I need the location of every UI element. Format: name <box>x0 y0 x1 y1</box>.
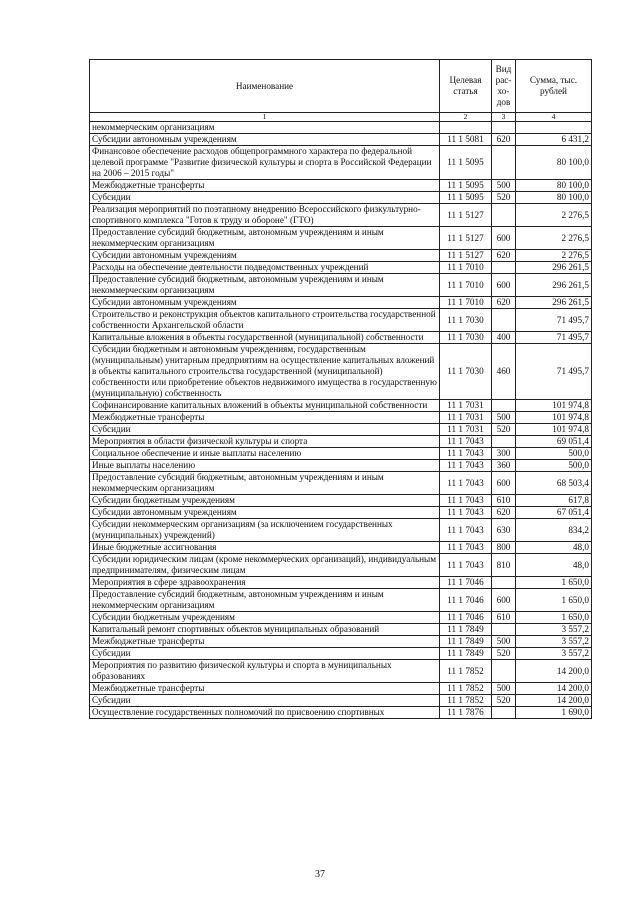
cell-name: Предоставление субсидий бюджетным, автономным учреждениям и иным некоммерческим организациям <box>90 472 440 495</box>
cell-target-article: 11 1 7852 <box>440 683 492 695</box>
cell-name: Социальное обеспечение и иные выплаты населению <box>90 448 440 460</box>
cell-expense-type <box>492 707 516 719</box>
cell-target-article: 11 1 7043 <box>440 507 492 519</box>
cell-amount: 296 261,5 <box>516 274 592 297</box>
cell-target-article: 11 1 7043 <box>440 554 492 577</box>
cell-amount: 101 974,8 <box>516 400 592 412</box>
cell-target-article: 11 1 7043 <box>440 436 492 448</box>
cell-name: Межбюджетные трансферты <box>90 412 440 424</box>
cell-target-article: 11 1 7043 <box>440 519 492 542</box>
table-row <box>90 400 592 412</box>
table-row <box>90 519 592 542</box>
table-row <box>90 448 592 460</box>
cell-amount: 71 495,7 <box>516 309 592 332</box>
table-header-row <box>90 60 592 113</box>
table-row <box>90 542 592 554</box>
table-row <box>90 309 592 332</box>
cell-name: Субсидии <box>90 192 440 204</box>
table-row <box>90 180 592 192</box>
cell-amount: 834,2 <box>516 519 592 542</box>
cell-name: Мероприятия по развитию физической культуры и спорта в муниципальных образованиях <box>90 660 440 683</box>
cell-expense-type: 610 <box>492 612 516 624</box>
cell-target-article: 11 1 5127 <box>440 250 492 262</box>
cell-name: Межбюджетные трансферты <box>90 636 440 648</box>
table-row <box>90 460 592 472</box>
cell-target-article: 11 1 5127 <box>440 204 492 227</box>
table-row <box>90 146 592 180</box>
cell-expense-type: 500 <box>492 683 516 695</box>
cell-target-article: 11 1 7849 <box>440 636 492 648</box>
table-row <box>90 250 592 262</box>
cell-name: Субсидии автономным учреждениям <box>90 297 440 309</box>
cell-expense-type: 600 <box>492 274 516 297</box>
cell-name: Предоставление субсидий бюджетным, автономным учреждениям и иным некоммерческим организациям <box>90 274 440 297</box>
table-row <box>90 660 592 683</box>
cell-target-article: 11 1 7043 <box>440 448 492 460</box>
table-row <box>90 624 592 636</box>
cell-amount: 71 495,7 <box>516 332 592 344</box>
cell-target-article: 11 1 7852 <box>440 695 492 707</box>
column-number: 2 <box>440 113 492 122</box>
cell-target-article: 11 1 7043 <box>440 460 492 472</box>
cell-expense-type: 520 <box>492 424 516 436</box>
cell-name: Субсидии бюджетным учреждениям <box>90 495 440 507</box>
cell-amount: 69 051,4 <box>516 436 592 448</box>
cell-name: Субсидии юридическим лицам (кроме некоммерческих организаций), индивидуальным предпринимателям, физическим лицам <box>90 554 440 577</box>
cell-expense-type <box>492 309 516 332</box>
cell-amount: 80 100,0 <box>516 180 592 192</box>
column-number: 1 <box>90 113 440 122</box>
cell-name: Капитальные вложения в объекты государственной (муниципальной) собственности <box>90 332 440 344</box>
cell-target-article: 11 1 7010 <box>440 297 492 309</box>
table-row <box>90 577 592 589</box>
cell-expense-type <box>492 436 516 448</box>
table-row <box>90 344 592 400</box>
cell-amount: 6 431,2 <box>516 134 592 146</box>
cell-name: Предоставление субсидий бюджетным, автономным учреждениям и иным некоммерческим организациям <box>90 227 440 250</box>
cell-expense-type <box>492 624 516 636</box>
cell-name: Субсидии <box>90 424 440 436</box>
cell-amount: 14 200,0 <box>516 695 592 707</box>
cell-name: Субсидии автономным учреждениям <box>90 507 440 519</box>
cell-name: Строительство и реконструкция объектов капитального строительства государственной собственности Архангельской области <box>90 309 440 332</box>
header-sum: Сумма, тыс. рублей <box>516 60 592 113</box>
table-row <box>90 472 592 495</box>
cell-expense-type: 520 <box>492 192 516 204</box>
cell-name: Субсидии <box>90 648 440 660</box>
cell-amount: 3 557,2 <box>516 636 592 648</box>
cell-target-article: 11 1 5095 <box>440 180 492 192</box>
cell-target-article: 11 1 7046 <box>440 577 492 589</box>
cell-amount: 68 503,4 <box>516 472 592 495</box>
header-vid: Вид рас- хо- дов <box>492 60 516 113</box>
cell-name: Расходы на обеспечение деятельности подведомственных учреждений <box>90 262 440 274</box>
table-row <box>90 227 592 250</box>
cell-target-article: 11 1 7030 <box>440 332 492 344</box>
cell-target-article: 11 1 5095 <box>440 192 492 204</box>
cell-amount: 48,0 <box>516 554 592 577</box>
header-code: Целевая статья <box>440 60 492 113</box>
cell-amount: 296 261,5 <box>516 262 592 274</box>
cell-name: Осуществление государственных полномочий по присвоению спортивных <box>90 707 440 719</box>
cell-target-article: 11 1 7876 <box>440 707 492 719</box>
cell-expense-type: 620 <box>492 250 516 262</box>
cell-target-article: 11 1 7043 <box>440 542 492 554</box>
cell-target-article: 11 1 5127 <box>440 227 492 250</box>
cell-expense-type: 630 <box>492 519 516 542</box>
table-row <box>90 648 592 660</box>
table-row <box>90 192 592 204</box>
cell-amount: 3 557,2 <box>516 648 592 660</box>
table-row <box>90 262 592 274</box>
cell-amount: 500,0 <box>516 460 592 472</box>
cell-expense-type: 400 <box>492 332 516 344</box>
cell-expense-type: 810 <box>492 554 516 577</box>
cell-target-article: 11 1 7031 <box>440 412 492 424</box>
cell-expense-type <box>492 122 516 134</box>
cell-amount: 101 974,8 <box>516 424 592 436</box>
table-row <box>90 683 592 695</box>
cell-amount: 80 100,0 <box>516 146 592 180</box>
table-row <box>90 134 592 146</box>
cell-expense-type <box>492 577 516 589</box>
cell-name: Реализация мероприятий по поэтапному внедрению Всероссийского физкультурно-спортивного комплекса "Готов к труду и обороне" (ГТО) <box>90 204 440 227</box>
cell-expense-type: 520 <box>492 695 516 707</box>
cell-amount: 1 650,0 <box>516 589 592 612</box>
cell-name: Субсидии автономным учреждениям <box>90 134 440 146</box>
cell-expense-type: 800 <box>492 542 516 554</box>
header-name: Наименование <box>90 60 440 113</box>
cell-expense-type: 620 <box>492 507 516 519</box>
cell-target-article: 11 1 7849 <box>440 624 492 636</box>
cell-expense-type <box>492 146 516 180</box>
column-number: 3 <box>492 113 516 122</box>
cell-expense-type: 500 <box>492 412 516 424</box>
table-row <box>90 589 592 612</box>
table-row <box>90 412 592 424</box>
cell-target-article: 11 1 5081 <box>440 134 492 146</box>
cell-name: Субсидии бюджетным учреждениям <box>90 612 440 624</box>
cell-target-article: 11 1 7030 <box>440 309 492 332</box>
cell-name: Иные бюджетные ассигнования <box>90 542 440 554</box>
cell-target-article: 11 1 7043 <box>440 495 492 507</box>
table-row <box>90 436 592 448</box>
cell-name: некоммерческим организациям <box>90 122 440 134</box>
cell-amount: 3 557,2 <box>516 624 592 636</box>
cell-amount: 2 276,5 <box>516 227 592 250</box>
cell-expense-type: 600 <box>492 589 516 612</box>
cell-name: Субсидии автономным учреждениям <box>90 250 440 262</box>
cell-target-article: 11 1 7046 <box>440 612 492 624</box>
cell-target-article: 11 1 7043 <box>440 472 492 495</box>
cell-expense-type: 460 <box>492 344 516 400</box>
cell-expense-type: 300 <box>492 448 516 460</box>
cell-name: Мероприятия в сфере здравоохранения <box>90 577 440 589</box>
cell-target-article: 11 1 7852 <box>440 660 492 683</box>
cell-amount: 1 650,0 <box>516 612 592 624</box>
cell-expense-type: 620 <box>492 297 516 309</box>
cell-amount: 14 200,0 <box>516 683 592 695</box>
cell-amount: 500,0 <box>516 448 592 460</box>
cell-target-article: 11 1 7030 <box>440 344 492 400</box>
cell-name: Капитальный ремонт спортивных объектов муниципальных образований <box>90 624 440 636</box>
cell-expense-type: 600 <box>492 472 516 495</box>
table-row <box>90 636 592 648</box>
cell-amount: 101 974,8 <box>516 412 592 424</box>
cell-target-article: 11 1 7010 <box>440 274 492 297</box>
cell-target-article: 11 1 7046 <box>440 589 492 612</box>
cell-expense-type: 610 <box>492 495 516 507</box>
cell-amount: 14 200,0 <box>516 660 592 683</box>
cell-target-article: 11 1 7031 <box>440 400 492 412</box>
table-row <box>90 424 592 436</box>
cell-amount <box>516 122 592 134</box>
cell-target-article <box>440 122 492 134</box>
table-row <box>90 695 592 707</box>
cell-expense-type: 500 <box>492 636 516 648</box>
cell-expense-type: 520 <box>492 648 516 660</box>
cell-name: Субсидии <box>90 695 440 707</box>
cell-amount: 2 276,5 <box>516 204 592 227</box>
cell-target-article: 11 1 5095 <box>440 146 492 180</box>
cell-name: Субсидии некоммерческим организациям (за исключением государственных (муниципальных) учреждений) <box>90 519 440 542</box>
cell-name: Мероприятия в области физической культуры и спорта <box>90 436 440 448</box>
cell-target-article: 11 1 7849 <box>440 648 492 660</box>
cell-amount: 296 261,5 <box>516 297 592 309</box>
cell-amount: 2 276,5 <box>516 250 592 262</box>
cell-name: Межбюджетные трансферты <box>90 180 440 192</box>
table-row <box>90 297 592 309</box>
cell-amount: 48,0 <box>516 542 592 554</box>
table-row <box>90 612 592 624</box>
table-row <box>90 332 592 344</box>
cell-amount: 1 690,0 <box>516 707 592 719</box>
cell-expense-type: 500 <box>492 180 516 192</box>
cell-name: Софинансирование капитальных вложений в объекты муниципальной собственности <box>90 400 440 412</box>
table-row <box>90 707 592 719</box>
page-number: 37 <box>315 869 325 880</box>
budget-table <box>89 59 592 719</box>
table-row <box>90 507 592 519</box>
cell-name: Межбюджетные трансферты <box>90 683 440 695</box>
cell-amount: 617,8 <box>516 495 592 507</box>
cell-expense-type: 360 <box>492 460 516 472</box>
cell-amount: 80 100,0 <box>516 192 592 204</box>
table-row <box>90 204 592 227</box>
cell-expense-type <box>492 660 516 683</box>
cell-expense-type: 600 <box>492 227 516 250</box>
table-row <box>90 274 592 297</box>
cell-amount: 67 051,4 <box>516 507 592 519</box>
cell-amount: 1 650,0 <box>516 577 592 589</box>
cell-name: Иные выплаты населению <box>90 460 440 472</box>
cell-expense-type <box>492 262 516 274</box>
column-number: 4 <box>516 113 592 122</box>
table-body <box>90 122 592 719</box>
cell-name: Финансовое обеспечение расходов общепрограммного характера по федеральной целевой программе "Развитие физической культуры и спорта в Российской Федерации на 2006 – 2015 годы" <box>90 146 440 180</box>
column-number-row <box>90 113 592 122</box>
table-row <box>90 495 592 507</box>
cell-expense-type: 620 <box>492 134 516 146</box>
table-row <box>90 122 592 134</box>
table-row <box>90 554 592 577</box>
cell-expense-type <box>492 204 516 227</box>
cell-name: Субсидии бюджетным и автономным учреждениям, государственным (муниципальным) унитарным предприятиям на осуществление капитальных вложений в объекты капитального строительства государственной (муниципальной) собственности или приобретение объектов недвижимого имущества в государственную (муниципальную) собственность <box>90 344 440 400</box>
cell-target-article: 11 1 7031 <box>440 424 492 436</box>
cell-name: Предоставление субсидий бюджетным, автономным учреждениям и иным некоммерческим организациям <box>90 589 440 612</box>
cell-expense-type <box>492 400 516 412</box>
cell-amount: 71 495,7 <box>516 344 592 400</box>
cell-target-article: 11 1 7010 <box>440 262 492 274</box>
